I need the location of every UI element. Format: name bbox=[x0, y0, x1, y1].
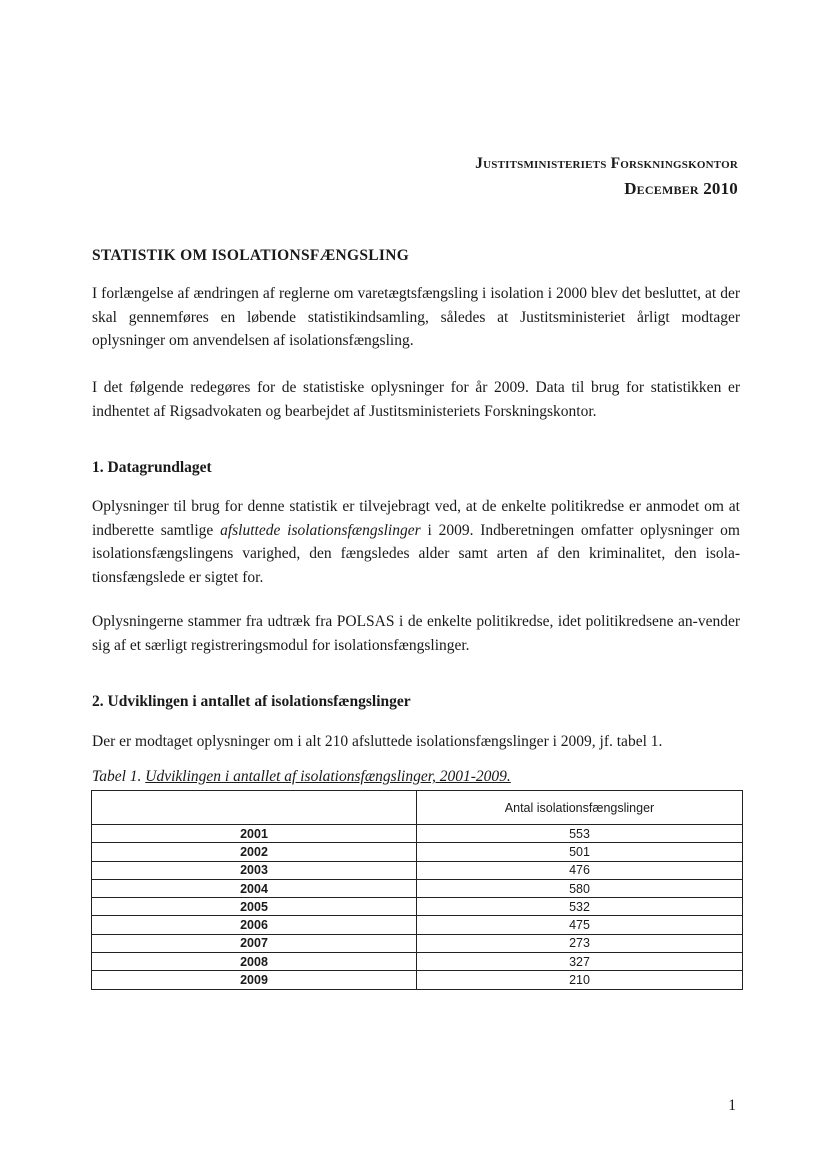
count-cell: 273 bbox=[417, 934, 743, 952]
year-column-header bbox=[92, 791, 417, 825]
section-2-paragraph-1: Der er modtaget oplysninger om i alt 210 afsluttede isolationsfængslinger i 2009, jf. tabel 1. bbox=[92, 733, 663, 750]
table-row bbox=[92, 825, 743, 843]
year-cell: 2001 bbox=[92, 825, 417, 843]
organization-name: Justitsministeriets Forskningskontor bbox=[475, 155, 738, 172]
page-number: 1 bbox=[728, 1097, 736, 1114]
section-1-heading: 1. Datagrundlaget bbox=[92, 459, 212, 476]
section-1-paragraph-1-part-b: i 2009. Indberetningen omfatter oplysninger om isolationsfængslingens varighed, den fængsledes alder samt arten af den kriminalitet, den isola-tionsfængslede er sigtet for. bbox=[92, 521, 740, 586]
table-row bbox=[92, 861, 743, 879]
year-cell: 2005 bbox=[92, 898, 417, 916]
intro-paragraph-1: I forlængelse af ændringen af reglerne om varetægtsfængsling i isolation i 2000 blev det besluttet, at der skal gennemføres en løbende statistikindsamling, således at Justitsministeriet årligt modtager oplysninger om anvendelsen af isolationsfængsling. bbox=[92, 285, 740, 349]
year-cell: 2004 bbox=[92, 879, 417, 897]
document-date: December 2010 bbox=[624, 179, 738, 198]
year-cell: 2006 bbox=[92, 916, 417, 934]
table-row bbox=[92, 843, 743, 861]
isolation-statistics-table bbox=[91, 790, 743, 990]
intro-paragraph-2: I det følgende redegøres for de statistiske oplysninger for år 2009. Data til brug for statistikken er indhentet af Rigsadvokaten og bearbejdet af Justitsministeriets Forskningskontor. bbox=[92, 379, 740, 420]
section-1-emphasis: afsluttede isolationsfængslinger bbox=[220, 521, 421, 539]
table-row bbox=[92, 879, 743, 897]
table-row bbox=[92, 953, 743, 971]
count-cell: 580 bbox=[417, 879, 743, 897]
table-caption-prefix: Tabel 1. bbox=[92, 768, 146, 785]
table-row bbox=[92, 898, 743, 916]
document-title: STATISTIK OM ISOLATIONSFÆNGSLING bbox=[92, 247, 410, 264]
section-2-heading: 2. Udviklingen i antallet af isolationsfængslinger bbox=[92, 693, 411, 710]
count-cell: 532 bbox=[417, 898, 743, 916]
table-header-row bbox=[92, 791, 743, 825]
year-cell: 2003 bbox=[92, 861, 417, 879]
year-cell: 2008 bbox=[92, 953, 417, 971]
count-cell: 327 bbox=[417, 953, 743, 971]
table-row bbox=[92, 934, 743, 952]
count-cell: 553 bbox=[417, 825, 743, 843]
year-cell: 2007 bbox=[92, 934, 417, 952]
table-row bbox=[92, 971, 743, 989]
count-cell: 210 bbox=[417, 971, 743, 989]
section-1-paragraph-2: Oplysningerne stammer fra udtræk fra POLSAS i de enkelte politikredse, idet politikredsene an-vender sig af et særligt registreringsmodul for isolationsfængslinger. bbox=[92, 613, 740, 654]
section-1-paragraph-1 bbox=[92, 495, 740, 589]
count-cell: 501 bbox=[417, 843, 743, 861]
table-caption-text: Udviklingen i antallet af isolationsfængslinger, 2001-2009. bbox=[145, 768, 511, 785]
year-cell: 2009 bbox=[92, 971, 417, 989]
count-cell: 475 bbox=[417, 916, 743, 934]
count-column-header: Antal isolationsfængslinger bbox=[417, 791, 743, 825]
table-row bbox=[92, 916, 743, 934]
count-cell: 476 bbox=[417, 861, 743, 879]
year-cell: 2002 bbox=[92, 843, 417, 861]
section-1-paragraph-1-part-a: Oplysninger til brug for denne statistik er tilvejebragt ved, at de enkelte politikredse er anmodet om at indberette samtlige bbox=[92, 498, 740, 539]
document-header bbox=[475, 151, 738, 201]
table-caption bbox=[92, 768, 511, 786]
